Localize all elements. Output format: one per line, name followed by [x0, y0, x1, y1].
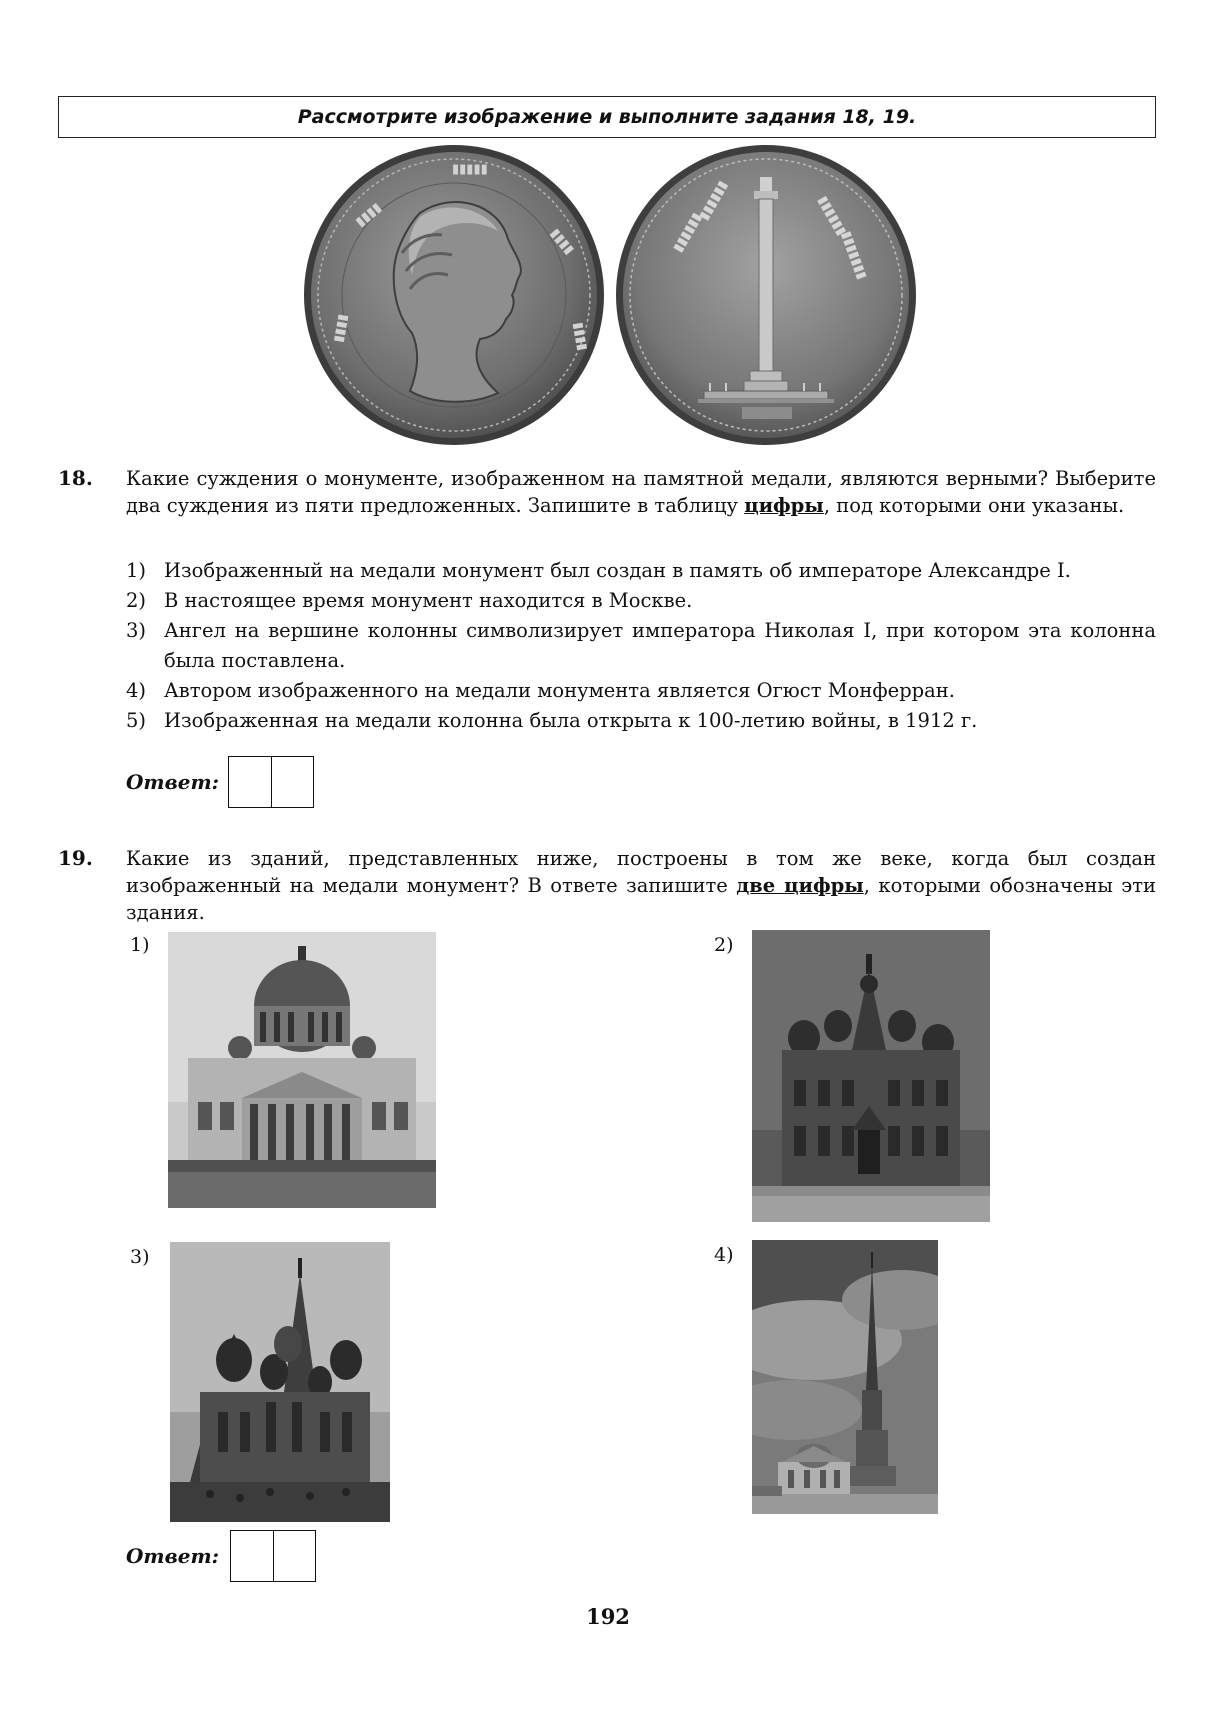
option-number: 3): [126, 619, 147, 642]
q18-answer-box[interactable]: [228, 756, 314, 808]
option-text: Изображенная на медали колонна была открыта к 100-летию войны, в 1912 г.: [164, 709, 978, 732]
q18-option-3: [126, 616, 1156, 676]
image-4-label: 4): [714, 1244, 734, 1266]
answer-cell-2[interactable]: [273, 1531, 315, 1581]
option-text: Ангел на вершине колонны символизирует императора Николая I, при котором эта колонна была поставлена.: [164, 619, 1156, 672]
question-19-text-part2: , которыми обозначены эти здания.: [126, 874, 1156, 924]
svg-text:▮▮▮▮: ▮▮▮▮: [352, 200, 385, 231]
question-19-emphasis: две цифры: [736, 874, 864, 897]
option-text: В настоящее время монумент находится в Москве.: [164, 589, 693, 612]
question-19-text: [126, 845, 1156, 926]
option-number: 5): [126, 709, 147, 732]
medal-obverse-image: [302, 143, 606, 447]
page-number: 192: [586, 1604, 630, 1629]
svg-text:▮▮▮▮▮▮: ▮▮▮▮▮▮: [670, 210, 705, 255]
building-2-photo: [752, 930, 990, 1222]
svg-text:▮▮▮▮: ▮▮▮▮: [331, 312, 351, 344]
question-19-text-part1: Какие из зданий, представленных ниже, построены в том же веке, когда был создан изображенный на медали монумент? В ответе запишите: [126, 847, 1156, 897]
svg-text:▮▮▮▮▮▮: ▮▮▮▮▮▮: [814, 193, 849, 239]
question-19-number: 19.: [58, 846, 93, 870]
instruction-header: [58, 96, 1156, 138]
svg-text:▮▮▮▮▮: ▮▮▮▮▮: [452, 162, 488, 177]
building-4-photo: [752, 1240, 938, 1514]
svg-text:▮▮▮▮▮▮▮: ▮▮▮▮▮▮▮: [838, 229, 870, 282]
instruction-text: Рассмотрите изображение и выполните задания 18, 19.: [297, 106, 917, 128]
svg-text:▮▮▮▮▮▮: ▮▮▮▮▮▮: [696, 178, 731, 223]
image-1-label: 1): [130, 934, 150, 956]
building-1-photo: [168, 932, 436, 1208]
option-text: Изображенный на медали монумент был создан в память об императоре Александре I.: [164, 559, 1071, 582]
answer-cell-2[interactable]: [271, 757, 313, 807]
option-number: 4): [126, 679, 147, 702]
medal-reverse-image: [614, 143, 918, 447]
question-18-emphasis: цифры: [744, 494, 824, 517]
building-3-photo: [170, 1242, 390, 1522]
q19-answer-label: Ответ:: [126, 1544, 219, 1568]
image-3-label: 3): [130, 1246, 150, 1268]
option-text: Автором изображенного на медали монумента является Огюст Монферран.: [164, 679, 955, 702]
q19-answer-box[interactable]: [230, 1530, 316, 1582]
question-18-text-part1: Какие суждения о монументе, изображенном на памятной медали, являются верными? Выберите два суждения из пяти предложенных. Запишите в таблицу: [126, 467, 1156, 517]
option-number: 2): [126, 589, 147, 612]
q18-option-1: [126, 556, 1156, 586]
q18-option-4: [126, 676, 1156, 706]
answer-cell-1[interactable]: [229, 757, 271, 807]
image-2-label: 2): [714, 934, 734, 956]
q18-option-5: [126, 706, 1156, 736]
svg-text:▮▮▮▮: ▮▮▮▮: [570, 321, 590, 352]
question-18-text-part2: , под которыми они указаны.: [823, 494, 1125, 517]
option-number: 1): [126, 559, 147, 582]
question-18-number: 18.: [58, 466, 93, 490]
question-18-text: [126, 465, 1156, 519]
q18-option-2: [126, 586, 1156, 616]
svg-text:▮▮▮▮: ▮▮▮▮: [546, 225, 577, 258]
answer-cell-1[interactable]: [231, 1531, 273, 1581]
q18-answer-label: Ответ:: [126, 770, 219, 794]
